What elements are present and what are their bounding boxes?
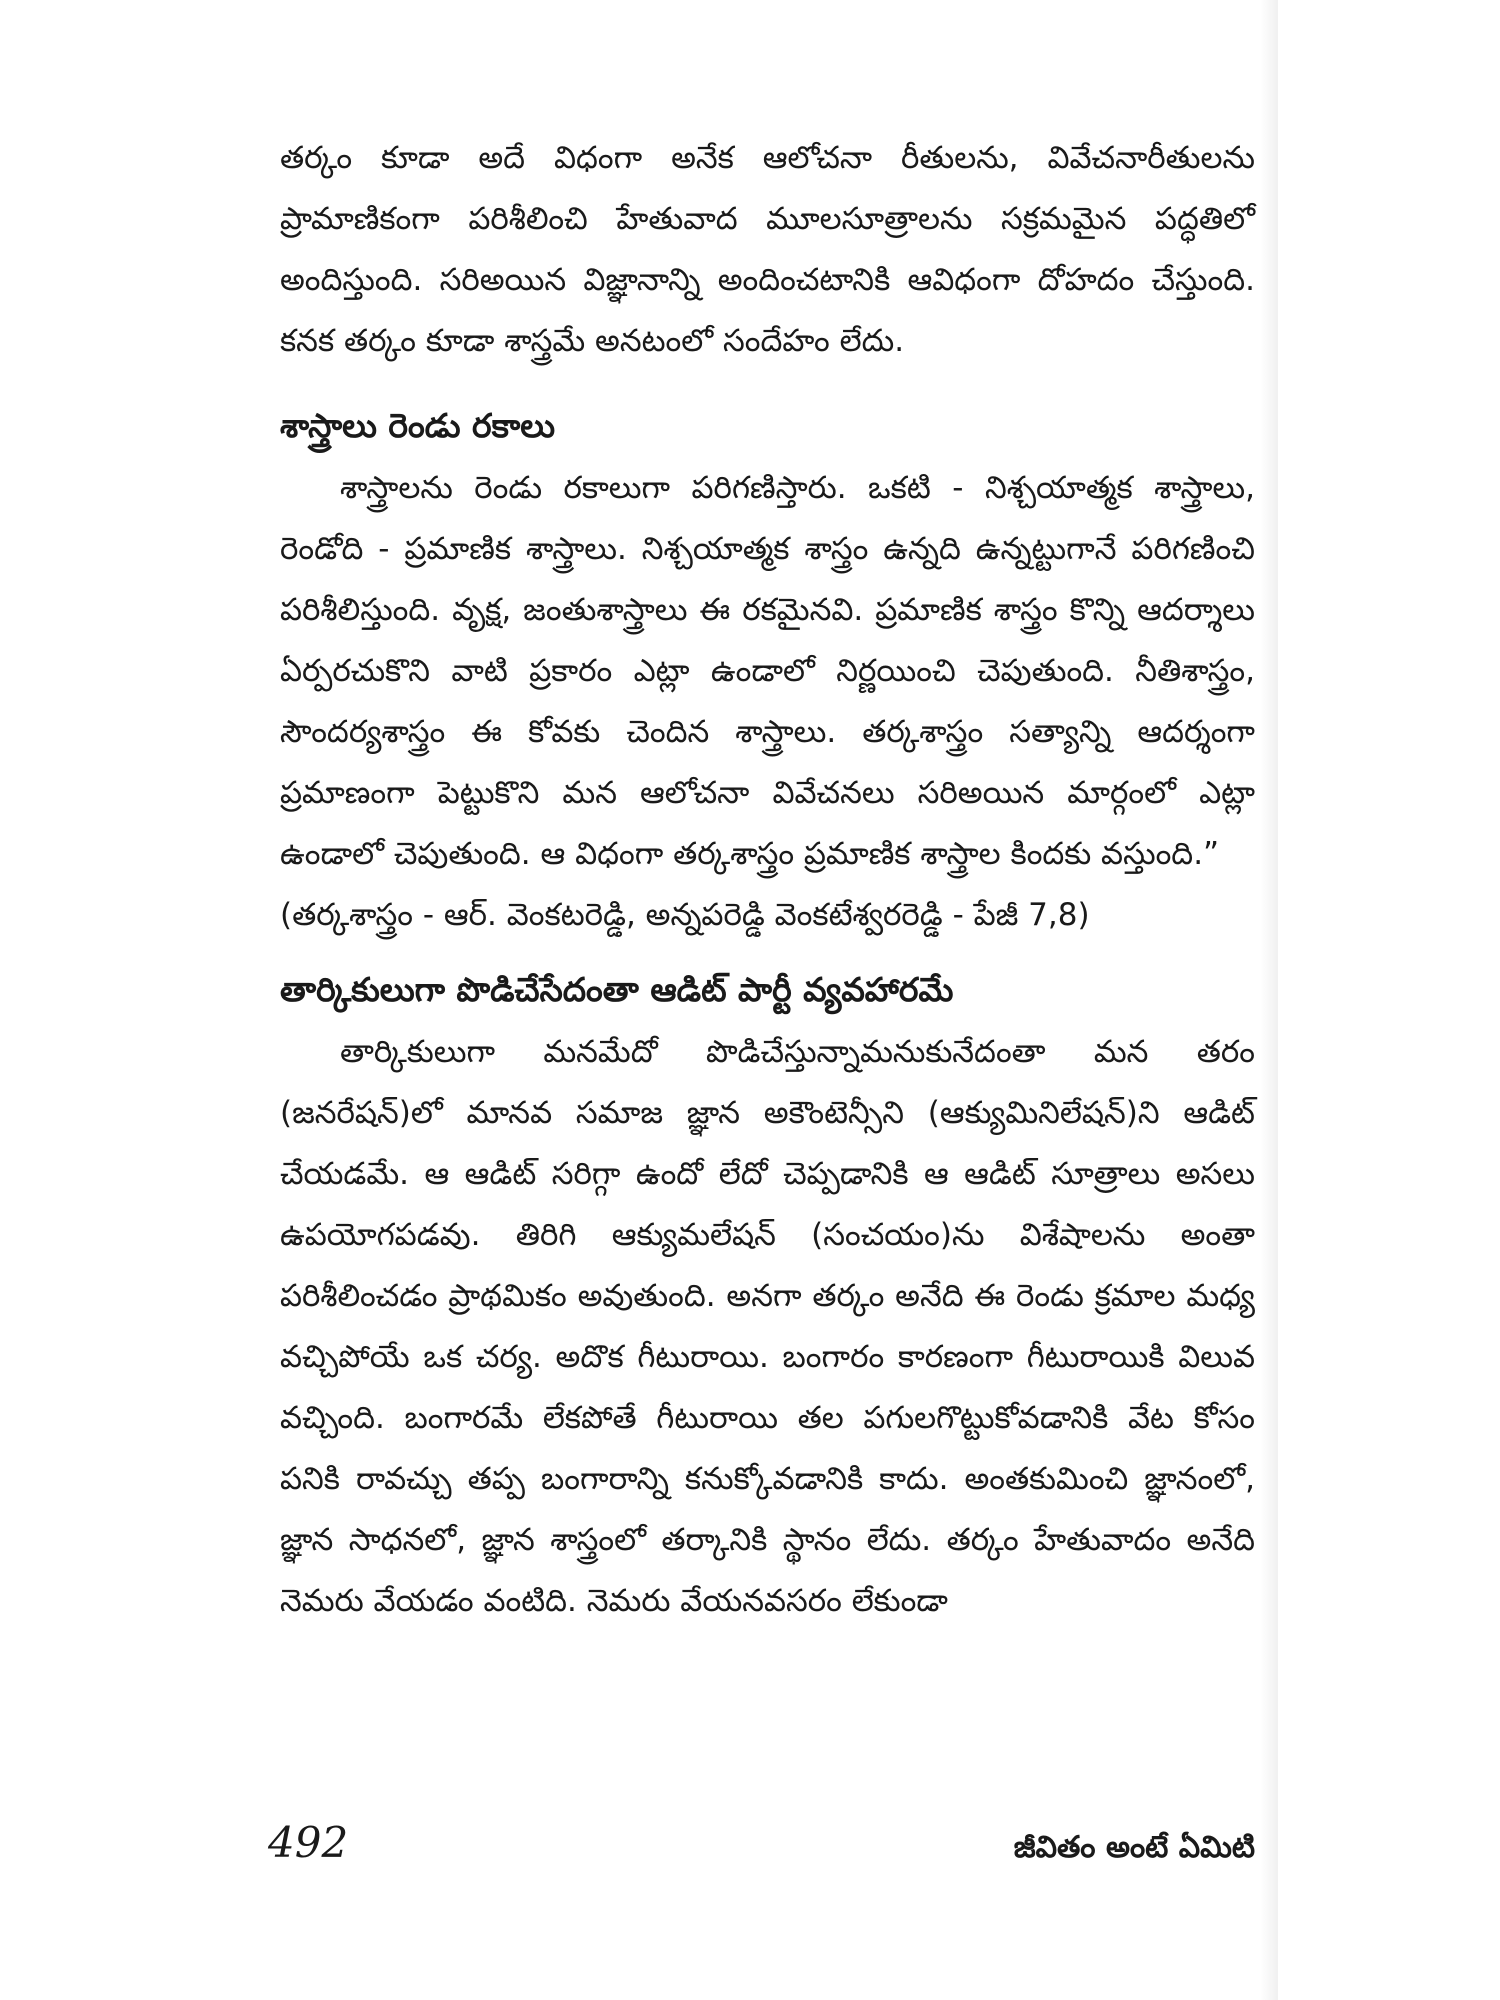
section-heading-1: శాస్త్రాలు రెండు రకాలు bbox=[280, 406, 556, 445]
page-body bbox=[280, 128, 1255, 1632]
running-title: జీవితం అంటే ఏమిటి bbox=[1013, 1830, 1255, 1865]
citation: (తర్కశాస్త్రం - ఆర్. వెంకటరెడ్డి, అన్నపరెడ్డి వెంకటేశ్వరరెడ్డి - పేజీ 7,8) bbox=[280, 897, 1090, 933]
paragraph-2: శాస్త్రాలను రెండు రకాలుగా పరిగణిస్తారు. ఒకటి - నిశ్చయాత్మక శాస్త్రాలు, రెండోది - ప్రమాణిక శాస్త్రాలు. నిశ్చయాత్మక శాస్త్రం ఉన్నది ఉన్నట్టుగానే పరిగణించి పరిశీలిస్తుంది. వృక్ష, జంతుశాస్త్రాలు ఈ రకమైనవి. ప్రమాణిక శాస్త్రం కొన్ని ఆదర్శాలు ఏర్పరచుకొని వాటి ప్రకారం ఎట్లా ఉండాలో నిర్ణయించి చెపుతుంది. నీతిశాస్త్రం, సౌందర్యశాస్త్రం ఈ కోవకు చెందిన శాస్త్రాలు. తర్కశాస్త్రం సత్యాన్ని ఆదర్శంగా ప్రమాణంగా పెట్టుకొని మన ఆలోచనా వివేచనలు సరిఅయిన మార్గంలో ఎట్లా ఉండాలో చెపుతుంది. ఆ విధంగా తర్కశాస్త్రం ప్రమాణిక శాస్త్రాల కిందకు వస్తుంది.” bbox=[280, 470, 1255, 872]
page-footer bbox=[268, 1818, 1255, 1872]
paragraph-3: తార్కికులుగా మనమేదో పొడిచేస్తున్నామనుకునేదంతా మన తరం (జనరేషన్)లో మానవ సమాజ జ్ఞాన అకౌంటెన్సీని (ఆక్యుమినిలేషన్)ని ఆడిట్ చేయడమే. ఆ ఆడిట్ సరిగ్గా ఉందో లేదో చెప్పడానికి ఆ ఆడిట్ సూత్రాలు అసలు ఉపయోగపడవు. తిరిగి ఆక్యుమలేషన్ (సంచయం)ను విశేషాలను అంతా పరిశీలించడం ప్రాథమికం అవుతుంది. అనగా తర్కం అనేది ఈ రెండు క్రమాల మధ్య వచ్చిపోయే ఒక చర్య. అదొక గీటురాయి. బంగారం కారణంగా గీటురాయికి విలువ వచ్చింది. బంగారమే లేకపోతే గీటురాయి తల పగులగొట్టుకోవడానికి వేట కోసం పనికి రావచ్చు తప్ప బంగారాన్ని కనుక్కోవడానికి కాదు. అంతకుమించి జ్ఞానంలో, జ్ఞాన సాధనలో, జ్ఞాన శాస్త్రంలో తర్కానికి స్థానం లేదు. తర్కం హేతువాదం అనేది నెమరు వేయడం వంటిది. నెమరు వేయనవసరం లేకుండా bbox=[280, 1034, 1255, 1619]
paragraph-1: తర్కం కూడా అదే విధంగా అనేక ఆలోచనా రీతులను, వివేచనారీతులను ప్రామాణికంగా పరిశీలించి హేతువాద మూలసూత్రాలను సక్రమమైన పద్ధతిలో అందిస్తుంది. సరిఅయిన విజ్ఞానాన్ని అందించటానికి ఆవిధంగా దోహదం చేస్తుంది. కనక తర్కం కూడా శాస్త్రమే అనటంలో సందేహం లేదు. bbox=[280, 140, 1255, 359]
page-edge-shadow bbox=[1260, 0, 1278, 2000]
page-number: 492 bbox=[268, 1818, 349, 1867]
section-heading-2: తార్కికులుగా పొడిచేసేదంతా ఆడిట్ పార్టీ వ్యవహారమే bbox=[280, 970, 954, 1009]
